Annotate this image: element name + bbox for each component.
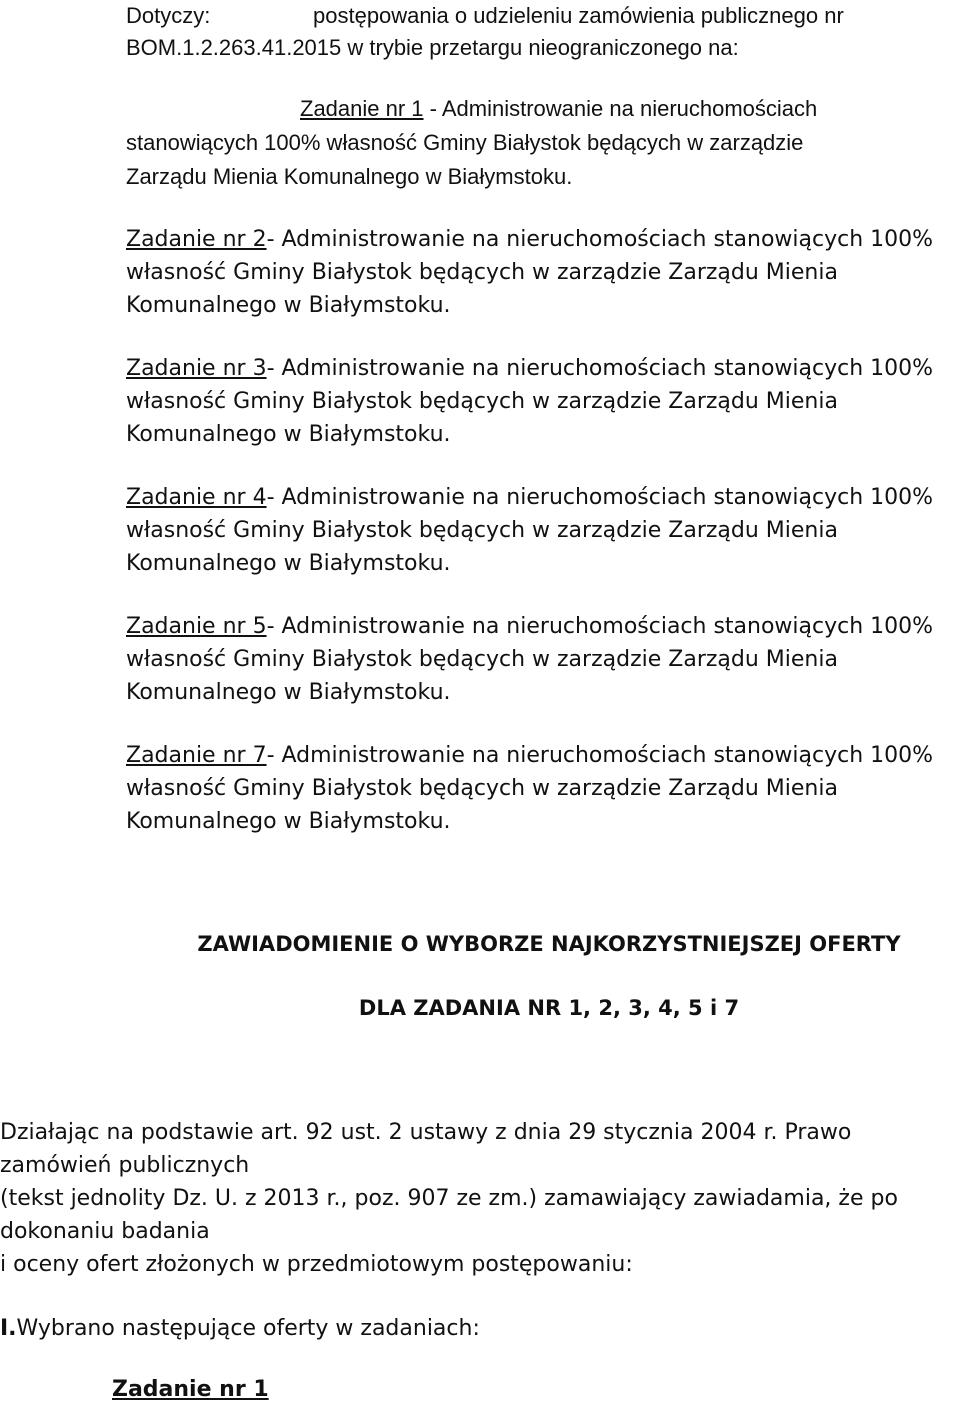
body-line: i oceny ofert złożonych w przedmiotowym postępowaniu: xyxy=(0,1252,633,1277)
task-rest: - Administrowanie na nieruchomościach stanowiących 100% xyxy=(266,227,934,252)
task-line-3: Komunalnego w Białymstoku. xyxy=(126,809,451,834)
section-text: Wybrano następujące oferty w zadaniach: xyxy=(16,1316,480,1341)
task-line-2: własność Gminy Białystok będących w zarządzie Zarządu Mienia xyxy=(126,647,838,672)
task-1-line-1 xyxy=(300,93,817,125)
task-line-2: własność Gminy Białystok będących w zarządzie Zarządu Mienia xyxy=(126,389,838,414)
task-line-1 xyxy=(126,611,933,643)
task-rest: - Administrowanie na nieruchomościach stanowiących 100% xyxy=(266,356,934,381)
task-1-rest: - Administrowanie na nieruchomościach xyxy=(423,96,818,121)
notice-title: ZAWIADOMIENIE O WYBORZE NAJKORZYSTNIEJSZEJ OFERTY xyxy=(197,932,901,956)
body-line: zamówień publicznych xyxy=(0,1153,250,1178)
task-rest: - Administrowanie na nieruchomościach stanowiących 100% xyxy=(266,485,934,510)
header-line-1: postępowania o udzieleniu zamówienia publicznego nr xyxy=(313,3,844,28)
task-rest: - Administrowanie na nieruchomościach stanowiących 100% xyxy=(266,743,934,768)
task-line-3: Komunalnego w Białymstoku. xyxy=(126,551,451,576)
header-label: Dotyczy: xyxy=(126,3,211,28)
task-line-1 xyxy=(126,482,933,514)
section-number: I. xyxy=(0,1316,17,1341)
task-line-1 xyxy=(126,353,933,385)
task-1-title: Zadanie nr 1 xyxy=(300,96,424,121)
task-title: Zadanie nr 4 xyxy=(126,485,267,510)
task-title: Zadanie nr 7 xyxy=(126,743,267,768)
task-rest: - Administrowanie na nieruchomościach stanowiących 100% xyxy=(266,614,934,639)
task-line-3: Komunalnego w Białymstoku. xyxy=(126,680,451,705)
task-line-2: własność Gminy Białystok będących w zarządzie Zarządu Mienia xyxy=(126,518,838,543)
task-line-1 xyxy=(126,224,933,256)
body-line: dokonaniu badania xyxy=(0,1219,210,1244)
task-1-line-3: Zarządu Mienia Komunalnego w Białymstoku. xyxy=(126,164,573,189)
section-heading xyxy=(0,1313,480,1345)
task-line-2: własność Gminy Białystok będących w zarządzie Zarządu Mienia xyxy=(126,260,838,285)
task-title: Zadanie nr 3 xyxy=(126,356,267,381)
task-title: Zadanie nr 2 xyxy=(126,227,267,252)
task-line-1 xyxy=(126,740,933,772)
task-line-3: Komunalnego w Białymstoku. xyxy=(126,293,451,318)
task-line-2: własność Gminy Białystok będących w zarządzie Zarządu Mienia xyxy=(126,776,838,801)
task-1-line-2: stanowiących 100% własność Gminy Białystok będących w zarządzie xyxy=(126,130,804,155)
body-line: Działając na podstawie art. 92 ust. 2 ustawy z dnia 29 stycznia 2004 r. Prawo xyxy=(0,1120,852,1145)
task-line-3: Komunalnego w Białymstoku. xyxy=(126,422,451,447)
notice-subtitle: DLA ZADANIA NR 1, 2, 3, 4, 5 i 7 xyxy=(358,996,740,1020)
header-line-2: BOM.1.2.263.41.2015 w trybie przetargu nieograniczonego na: xyxy=(126,35,739,60)
body-line: (tekst jednolity Dz. U. z 2013 r., poz. 907 ze zm.) zamawiający zawiadamia, że po xyxy=(0,1186,898,1211)
task-title: Zadanie nr 5 xyxy=(126,614,267,639)
task-heading: Zadanie nr 1 xyxy=(112,1377,269,1402)
